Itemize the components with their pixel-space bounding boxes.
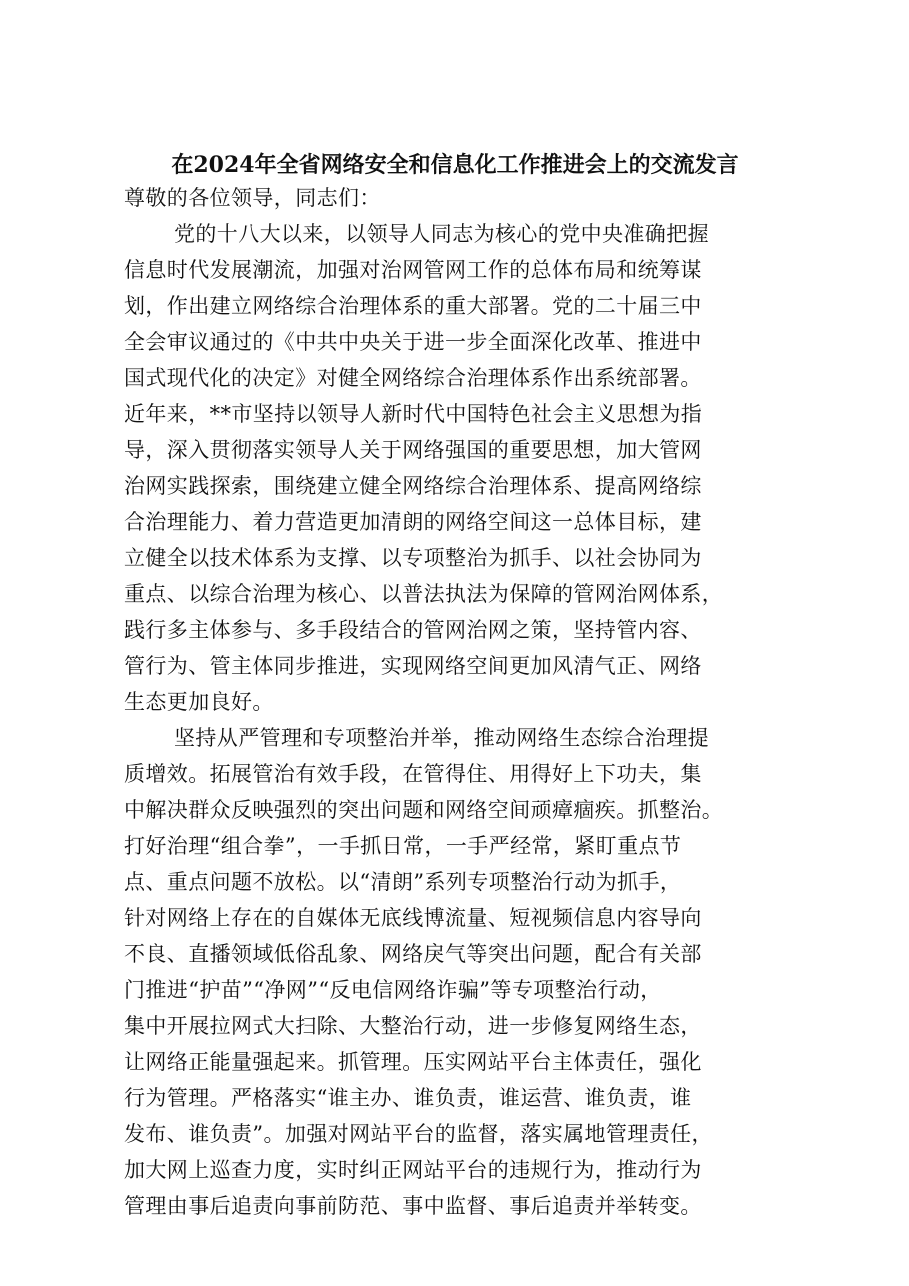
paragraph-line: 全会审议通过的《中共中央关于进一步全面深化改革、推进中: [124, 330, 702, 354]
document-title: 在2024年全省网络安全和信息化工作推进会上的交流发言: [171, 152, 739, 178]
paragraph-2: [124, 720, 798, 1224]
paragraph-line: 针对网络上存在的自媒体无底线博流量、短视频信息内容导向: [124, 906, 702, 930]
paragraph-line: 质增效。拓展管治有效手段，在管得住、用得好上下功夫，集: [124, 762, 702, 786]
paragraph-line: 践行多主体参与、多手段结合的管网治网之策，坚持管内容、: [124, 618, 702, 642]
paragraph-line: 发布、谁负责”。加强对网站平台的监督，落实属地管理责任，: [124, 1122, 713, 1146]
paragraph-line: 党的十八大以来，以领导人同志为核心的党中央准确把握: [174, 222, 709, 246]
paragraph-line: 信息时代发展潮流，加强对治网管网工作的总体布局和统筹谋: [124, 258, 702, 282]
greeting-line: 尊敬的各位领导，同志们：: [124, 186, 381, 210]
document-body: [124, 180, 798, 1224]
paragraph-line: 集中开展拉网式大扫除、大整治行动，进一步修复网络生态，: [124, 1014, 702, 1038]
paragraph-line: 导，深入贯彻落实领导人关于网络强国的重要思想，加大管网: [124, 438, 702, 462]
paragraph-line: 治网实践探索，围绕建立健全网络综合治理体系、提高网络综: [124, 474, 702, 498]
paragraph-line: 管理由事后追责向事前防范、事中监督、事后追责并举转变。: [124, 1194, 702, 1218]
paragraph-line: 管行为、管主体同步推进，实现网络空间更加风清气正、网络: [124, 654, 702, 678]
paragraph-line: 中解决群众反映强烈的突出问题和网络空间顽瘴痼疾。抓整治。: [124, 798, 724, 822]
paragraph-line: 重点、以综合治理为核心、以普法执法为保障的管网治网体系，: [124, 582, 724, 606]
paragraph-line: 行为管理。严格落实“谁主办、谁负责，谁运营、谁负责，谁: [124, 1086, 692, 1110]
paragraph-line: 打好治理“组合拳”，一手抓日常，一手严经常，紧盯重点节: [124, 834, 682, 858]
paragraph-line: 门推进“护苗”“净网”“反电信网络诈骗”等专项整治行动，: [124, 978, 662, 1002]
paragraph-line: 划，作出建立网络综合治理体系的重大部署。党的二十届三中: [124, 294, 702, 318]
paragraph-line: 加大网上巡查力度，实时纠正网站平台的违规行为，推动行为: [124, 1158, 702, 1182]
paragraph-line: 立健全以技术体系为支撑、以专项整治为抓手、以社会协同为: [124, 546, 702, 570]
paragraph-line: 近年来，**市坚持以领导人新时代中国特色社会主义思想为指: [124, 402, 703, 426]
paragraph-1: [124, 216, 798, 720]
paragraph-line: 坚持从严管理和专项整治并举，推动网络生态综合治理提: [174, 726, 709, 750]
paragraph-line: 让网络正能量强起来。抓管理。压实网站平台主体责任，强化: [124, 1050, 702, 1074]
paragraph-line: 合治理能力、着力营造更加清朗的网络空间这一总体目标，建: [124, 510, 702, 534]
paragraph-line: 生态更加良好。: [124, 690, 274, 714]
paragraph-line: 国式现代化的决定》对健全网络综合治理体系作出系统部署。: [124, 366, 702, 390]
paragraph-line: 点、重点问题不放松。以“清朗”系列专项整治行动为抓手，: [124, 870, 682, 894]
paragraph-line: 不良、直播领域低俗乱象、网络戾气等突出问题，配合有关部: [124, 942, 702, 966]
